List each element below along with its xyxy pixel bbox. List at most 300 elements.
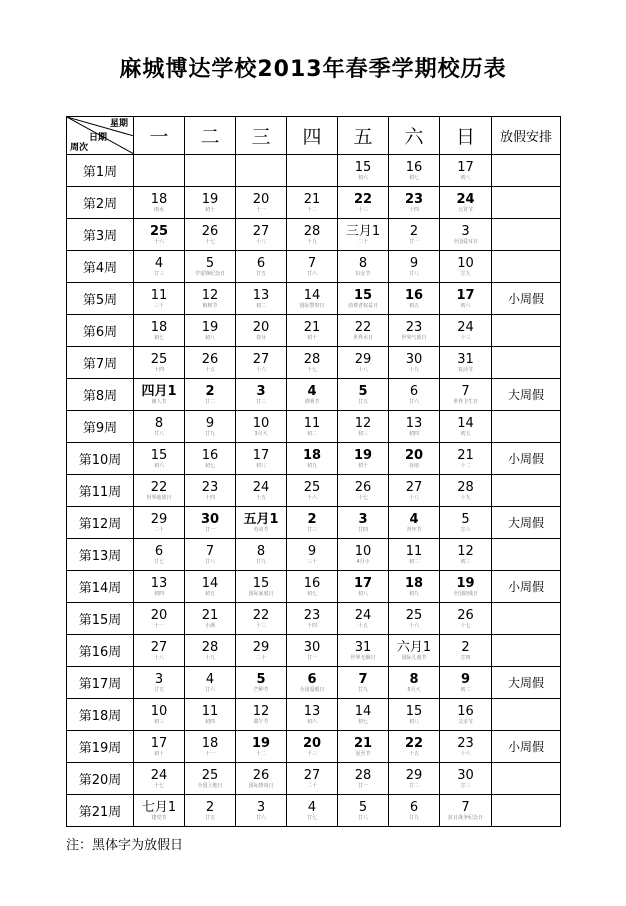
date-number: 30: [303, 640, 321, 655]
corner-weekday-label: 星期: [109, 119, 128, 129]
day-cell: [389, 475, 440, 507]
lunar-or-holiday-label: 廿八: [204, 559, 215, 565]
day-cell: [185, 635, 236, 667]
lunar-or-holiday-label: 初七: [204, 463, 215, 469]
date-number: 5: [205, 256, 215, 271]
day-cell: [440, 411, 492, 443]
lunar-or-holiday-label: 世界卫生日: [452, 399, 478, 405]
day-cell: [134, 187, 185, 219]
date-number: 2: [205, 800, 215, 815]
day-cell: [287, 763, 338, 795]
day-cell: [185, 699, 236, 731]
date-number: 8: [256, 544, 266, 559]
lunar-or-holiday-label: 十七: [204, 239, 215, 245]
day-cell: [440, 443, 492, 475]
date-number: 17: [353, 576, 373, 591]
lunar-or-holiday-label: 初六: [306, 719, 317, 725]
day-cell: [236, 219, 287, 251]
lunar-or-holiday-label: 十三: [306, 751, 317, 757]
date-number: 20: [252, 320, 270, 335]
day-cell: [134, 763, 185, 795]
holiday-plan: 小周假: [492, 443, 561, 475]
day-cell: [440, 475, 492, 507]
date-number: 四月1: [141, 384, 177, 399]
lunar-or-holiday-label: 初六: [153, 463, 164, 469]
week-label: 第21周: [67, 795, 134, 827]
lunar-or-holiday-label: 廿八: [357, 815, 368, 821]
date-number: 3: [256, 384, 266, 399]
date-number: 9: [307, 544, 317, 559]
date-number: 31: [354, 640, 372, 655]
lunar-or-holiday-label: 世界无烟日: [350, 655, 376, 661]
lunar-or-holiday-label: 端午节: [253, 719, 269, 725]
date-number: 24: [150, 768, 168, 783]
lunar-or-holiday-label: 廿三: [255, 399, 266, 405]
lunar-or-holiday-label: 廿二: [408, 783, 419, 789]
date-number: 11: [405, 544, 423, 559]
date-number: 17: [150, 736, 168, 751]
week-label: 第1周: [67, 155, 134, 187]
lunar-or-holiday-label: 清明节: [304, 399, 320, 405]
lunar-or-holiday-label: 初三: [153, 719, 164, 725]
date-number: 26: [201, 224, 219, 239]
date-number: 22: [404, 736, 424, 751]
day-cell: [287, 347, 338, 379]
date-number: 17: [457, 160, 474, 175]
day-cell: [389, 155, 440, 187]
day-cell: [236, 379, 287, 411]
date-number: 15: [354, 160, 372, 175]
day-cell: [185, 475, 236, 507]
date-number: 6: [409, 800, 419, 815]
day-cell: [236, 731, 287, 763]
date-number: 14: [201, 576, 219, 591]
date-number: 20: [150, 608, 168, 623]
lunar-or-holiday-label: 廿七: [153, 559, 164, 565]
lunar-or-holiday-label: 初三: [357, 431, 368, 437]
corner-date-label: 日期: [89, 133, 108, 143]
date-number: 23: [201, 480, 219, 495]
day-cell: [389, 347, 440, 379]
lunar-or-holiday-label: 小满: [204, 623, 215, 629]
holiday-plan: [492, 795, 561, 827]
date-number: 三月1: [345, 224, 381, 239]
day-cell: [287, 635, 338, 667]
date-number: 28: [303, 224, 321, 239]
date-number: 15: [405, 704, 423, 719]
date-number: 3: [461, 224, 470, 239]
date-number: 30: [200, 512, 220, 527]
date-number: 20: [302, 736, 322, 751]
day-cell: [440, 507, 492, 539]
date-number: 26: [354, 480, 372, 495]
day-cell: [389, 699, 440, 731]
date-number: 24: [252, 480, 270, 495]
day-cell: [185, 347, 236, 379]
date-number: 4: [307, 384, 317, 399]
day-cell: [185, 763, 236, 795]
lunar-or-holiday-label: 十五: [408, 751, 419, 757]
week-row: [67, 315, 561, 347]
day-cell: [440, 539, 492, 571]
week-row: [67, 539, 561, 571]
day-cell: [134, 507, 185, 539]
lunar-or-holiday-label: 十七: [306, 367, 317, 373]
day-cell: [185, 251, 236, 283]
lunar-or-holiday-label: 十四: [153, 367, 164, 373]
holiday-plan: [492, 187, 561, 219]
week-row: [67, 251, 561, 283]
date-number: 31: [457, 352, 474, 367]
date-number: 30: [457, 768, 474, 783]
day-cell: [338, 219, 389, 251]
lunar-or-holiday-label: 初十: [306, 335, 317, 341]
date-number: 4: [409, 512, 419, 527]
lunar-or-holiday-label: 十九: [204, 655, 215, 661]
lunar-or-holiday-label: 世界水日: [352, 335, 373, 341]
date-number: 6: [409, 384, 419, 399]
lunar-or-holiday-label: 廿九: [255, 559, 266, 565]
date-number: 14: [457, 416, 474, 431]
day-cell: [134, 347, 185, 379]
lunar-or-holiday-label: 初十: [153, 751, 164, 757]
date-number: 28: [201, 640, 219, 655]
date-number: 4: [154, 256, 164, 271]
date-number: 8: [409, 672, 419, 687]
calendar-body: [67, 155, 561, 827]
day-cell: [440, 731, 492, 763]
date-number: 24: [354, 608, 372, 623]
day-cell: [338, 507, 389, 539]
holiday-plan: 大周假: [492, 507, 561, 539]
lunar-or-holiday-label: 初八: [204, 335, 215, 341]
day-cell: [389, 731, 440, 763]
date-number: 25: [150, 352, 168, 367]
lunar-or-holiday-label: 初七: [153, 335, 164, 341]
day-cell: [185, 155, 236, 187]
day-cell: [338, 763, 389, 795]
date-number: 六月1: [396, 640, 432, 655]
date-number: 28: [354, 768, 372, 783]
day-cell: [185, 379, 236, 411]
date-number: 13: [405, 416, 423, 431]
week-label: 第8周: [67, 379, 134, 411]
week-row: [67, 347, 561, 379]
date-number: 15: [150, 448, 168, 463]
lunar-or-holiday-label: 二十: [153, 527, 164, 533]
day-cell: [236, 507, 287, 539]
lunar-or-holiday-label: 廿八: [153, 431, 164, 437]
day-cell: [287, 667, 338, 699]
day-cell: [389, 443, 440, 475]
lunar-or-holiday-label: 廿一: [306, 655, 317, 661]
week-label: 第9周: [67, 411, 134, 443]
header-day-6: 六: [389, 117, 440, 155]
date-number: 29: [405, 768, 423, 783]
day-cell: [338, 443, 389, 475]
day-cell: [236, 603, 287, 635]
day-cell: [236, 443, 287, 475]
day-cell: [338, 283, 389, 315]
date-number: 7: [307, 256, 317, 271]
date-number: 25: [201, 768, 219, 783]
week-label: 第19周: [67, 731, 134, 763]
week-row: [67, 667, 561, 699]
week-label: 第7周: [67, 347, 134, 379]
day-cell: [389, 539, 440, 571]
lunar-or-holiday-label: 初四: [408, 431, 419, 437]
date-number: 11: [303, 416, 321, 431]
lunar-or-holiday-label: 国际警察日: [299, 303, 325, 309]
week-label: 第11周: [67, 475, 134, 507]
header-day-7: 日: [440, 117, 492, 155]
date-number: 3: [256, 800, 266, 815]
week-label: 第4周: [67, 251, 134, 283]
lunar-or-holiday-label: 十六: [153, 239, 164, 245]
day-cell: [236, 315, 287, 347]
lunar-or-holiday-label: 夏至节: [355, 751, 371, 757]
date-number: 14: [303, 288, 321, 303]
calendar-table: [66, 116, 561, 827]
day-cell: [134, 539, 185, 571]
lunar-or-holiday-label: 十八: [255, 239, 266, 245]
lunar-or-holiday-label: 消费者权益日: [347, 303, 378, 309]
day-cell: [287, 539, 338, 571]
week-row: [67, 475, 561, 507]
date-number: 30: [405, 352, 423, 367]
date-number: 8: [154, 416, 164, 431]
lunar-or-holiday-label: 廿八: [408, 271, 419, 277]
week-row: [67, 411, 561, 443]
date-number: 16: [404, 288, 424, 303]
lunar-or-holiday-label: 十一: [153, 623, 164, 629]
day-cell: [236, 155, 287, 187]
day-cell: [338, 379, 389, 411]
day-cell: [287, 283, 338, 315]
day-cell: [236, 475, 287, 507]
day-cell: [134, 795, 185, 827]
date-number: 19: [201, 192, 219, 207]
lunar-or-holiday-label: 世界气象日: [401, 335, 427, 341]
week-row: [67, 283, 561, 315]
day-cell: [185, 795, 236, 827]
week-row: [67, 155, 561, 187]
day-cell: [338, 571, 389, 603]
date-number: 16: [405, 160, 423, 175]
day-cell: [236, 283, 287, 315]
day-cell: [287, 795, 338, 827]
week-label: 第12周: [67, 507, 134, 539]
day-cell: [389, 187, 440, 219]
week-row: [67, 219, 561, 251]
lunar-or-holiday-label: 十二: [255, 751, 266, 757]
lunar-or-holiday-label: 廿一: [204, 527, 215, 533]
lunar-or-holiday-label: 初七: [408, 175, 419, 181]
week-label: 第16周: [67, 635, 134, 667]
date-number: 22: [353, 192, 373, 207]
day-cell: [440, 347, 492, 379]
week-label: 第15周: [67, 603, 134, 635]
day-cell: [134, 155, 185, 187]
day-cell: [287, 251, 338, 283]
date-number: 2: [461, 640, 470, 655]
day-cell: [389, 603, 440, 635]
header-day-1: 一: [134, 117, 185, 155]
date-number: 26: [457, 608, 474, 623]
date-number: 15: [252, 576, 270, 591]
day-cell: [134, 315, 185, 347]
lunar-or-holiday-label: 复活节: [457, 367, 473, 373]
date-number: 11: [201, 704, 219, 719]
date-number: 17: [252, 448, 270, 463]
day-cell: [389, 379, 440, 411]
date-number: 25: [149, 224, 169, 239]
lunar-or-holiday-label: 廿六: [460, 527, 471, 533]
lunar-or-holiday-label: 植树节: [202, 303, 218, 309]
day-cell: [440, 635, 492, 667]
lunar-or-holiday-label: 十九: [306, 239, 317, 245]
lunar-or-holiday-label: 初二: [408, 559, 419, 565]
date-number: 25: [405, 608, 423, 623]
lunar-or-holiday-label: 廿六: [204, 687, 215, 693]
lunar-or-holiday-label: 初二: [306, 431, 317, 437]
date-number: 12: [201, 288, 219, 303]
day-cell: [338, 667, 389, 699]
lunar-or-holiday-label: 十八: [153, 655, 164, 661]
lunar-or-holiday-label: 初五: [460, 431, 471, 437]
lunar-or-holiday-label: 全国爱眼日: [299, 687, 325, 693]
day-cell: [236, 763, 287, 795]
date-number: 4: [205, 672, 215, 687]
date-number: 12: [457, 544, 474, 559]
date-number: 23: [457, 736, 474, 751]
lunar-or-holiday-label: 十二: [306, 207, 317, 213]
date-number: 18: [201, 736, 219, 751]
lunar-or-holiday-label: 十七: [357, 495, 368, 501]
lunar-or-holiday-label: 十六: [306, 495, 317, 501]
week-row: [67, 635, 561, 667]
day-cell: [236, 795, 287, 827]
lunar-or-holiday-label: 初八: [460, 175, 471, 181]
lunar-or-holiday-label: 初九: [408, 591, 419, 597]
lunar-or-holiday-label: 廿五: [255, 271, 266, 277]
lunar-or-holiday-label: 初七: [357, 719, 368, 725]
lunar-or-holiday-label: 雨水: [153, 207, 164, 213]
holiday-plan: [492, 699, 561, 731]
week-label: 第10周: [67, 443, 134, 475]
week-row: [67, 731, 561, 763]
date-number: 8: [358, 256, 368, 271]
holiday-plan: 小周假: [492, 571, 561, 603]
day-cell: [338, 251, 389, 283]
holiday-plan: [492, 635, 561, 667]
lunar-or-holiday-label: 3月大: [254, 431, 268, 437]
lunar-or-holiday-label: 廿二: [204, 399, 215, 405]
day-cell: [236, 667, 287, 699]
date-number: 28: [303, 352, 321, 367]
day-cell: [134, 443, 185, 475]
date-number: 6: [256, 256, 266, 271]
holiday-plan: [492, 539, 561, 571]
day-cell: [389, 283, 440, 315]
date-number: 22: [354, 320, 372, 335]
holiday-plan: [492, 411, 561, 443]
date-number: 七月1: [141, 800, 177, 815]
lunar-or-holiday-label: 国际家庭日: [248, 591, 274, 597]
lunar-or-holiday-label: 元宵节: [457, 207, 473, 213]
day-cell: [338, 315, 389, 347]
day-cell: [338, 347, 389, 379]
header-day-4: 四: [287, 117, 338, 155]
day-cell: [338, 795, 389, 827]
date-number: 28: [457, 480, 474, 495]
date-number: 16: [303, 576, 321, 591]
date-number: 6: [307, 672, 317, 687]
lunar-or-holiday-label: 二十: [255, 655, 266, 661]
lunar-or-holiday-label: 廿四: [357, 527, 368, 533]
date-number: 18: [302, 448, 322, 463]
date-number: 24: [456, 192, 475, 207]
date-number: 15: [353, 288, 373, 303]
day-cell: [134, 571, 185, 603]
holiday-plan: [492, 251, 561, 283]
lunar-or-holiday-label: 十六: [460, 751, 471, 757]
date-number: 18: [404, 576, 424, 591]
day-cell: [389, 411, 440, 443]
date-number: 10: [150, 704, 168, 719]
lunar-or-holiday-label: 十八: [357, 367, 368, 373]
holiday-plan: [492, 219, 561, 251]
day-cell: [287, 187, 338, 219]
lunar-or-holiday-label: 初四: [153, 591, 164, 597]
date-number: 19: [353, 448, 373, 463]
day-cell: [185, 219, 236, 251]
day-cell: [440, 667, 492, 699]
week-row: [67, 379, 561, 411]
date-number: 10: [252, 416, 270, 431]
lunar-or-holiday-label: 廿五: [153, 687, 164, 693]
lunar-or-holiday-label: 十三: [255, 623, 266, 629]
header-day-2: 二: [185, 117, 236, 155]
date-number: 22: [252, 608, 270, 623]
lunar-or-holiday-label: 初十: [204, 207, 215, 213]
date-number: 21: [201, 608, 219, 623]
date-number: 21: [353, 736, 373, 751]
day-cell: [338, 187, 389, 219]
date-number: 13: [303, 704, 321, 719]
date-number: 2: [307, 512, 317, 527]
day-cell: [236, 187, 287, 219]
lunar-or-holiday-label: 5月大: [407, 687, 421, 693]
day-cell: [389, 219, 440, 251]
date-number: 16: [201, 448, 219, 463]
week-label: 第6周: [67, 315, 134, 347]
date-number: 13: [150, 576, 168, 591]
holiday-plan: 大周假: [492, 379, 561, 411]
day-cell: [389, 507, 440, 539]
lunar-or-holiday-label: 十六: [408, 623, 419, 629]
date-number: 2: [409, 224, 419, 239]
day-cell: [338, 731, 389, 763]
lunar-or-holiday-label: 十七: [460, 623, 471, 629]
date-number: 27: [252, 224, 270, 239]
date-number: 9: [205, 416, 215, 431]
lunar-or-holiday-label: 初七: [306, 591, 317, 597]
week-label: 第20周: [67, 763, 134, 795]
lunar-or-holiday-label: 愚人节: [151, 399, 167, 405]
lunar-or-holiday-label: 十四: [306, 623, 317, 629]
date-number: 4: [307, 800, 317, 815]
